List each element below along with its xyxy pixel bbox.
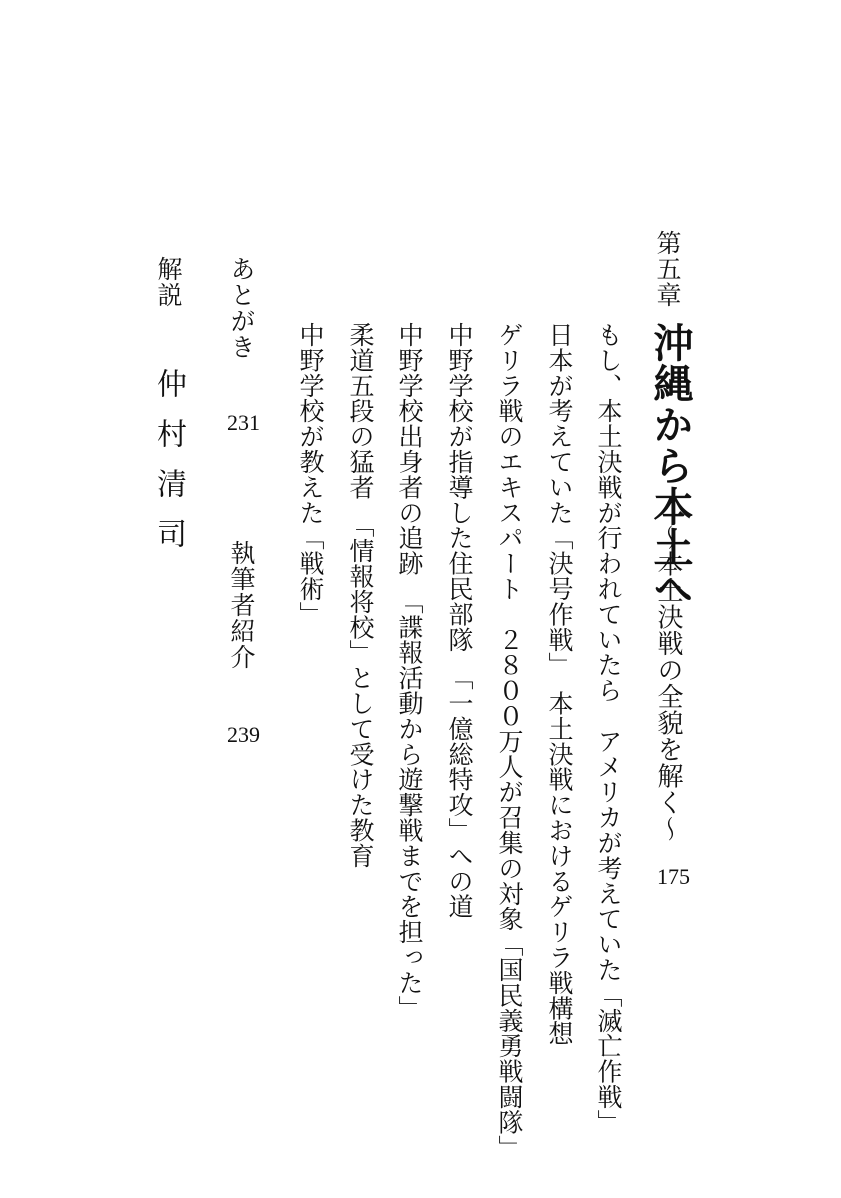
toc-entry[interactable]: ゲリラ戦のエキスパート ２８００万人が召集の対象「国民義勇戦闘隊」: [495, 322, 524, 1161]
toc-entry[interactable]: 中野学校出身者の追跡 「諜報活動から遊撃戦までを担った」: [395, 322, 424, 1021]
commentator-name: 仲村清司: [151, 368, 186, 568]
authors-page-number: 239: [227, 722, 260, 747]
toc-entry[interactable]: 中野学校が指導した住民部隊 「一億総特攻」への道: [445, 322, 474, 920]
toc-entry[interactable]: 中野学校が教えた「戦術」: [296, 322, 325, 627]
chapter-page-number: 175: [657, 864, 690, 889]
chapter-title[interactable]: 沖縄から本土へ: [647, 322, 694, 609]
toc-entry[interactable]: 柔道五段の猛者 「情報将校」として受けた教育: [346, 322, 375, 869]
toc-entry[interactable]: もし、本土決戦が行われていたら アメリカが考えていた「滅亡作戦」: [594, 322, 623, 1135]
commentary-title[interactable]: 解説: [154, 256, 183, 308]
toc-entry[interactable]: 日本が考えていた「決号作戦」 本土決戦におけるゲリラ戦構想: [545, 322, 574, 1047]
afterword-page-number: 231: [227, 410, 260, 435]
chapter-subtitle: ～本土決戦の全貌を解く～: [653, 524, 683, 842]
afterword-title[interactable]: あとがき: [227, 256, 256, 360]
authors-title[interactable]: 執筆者紹介: [227, 540, 256, 670]
chapter-label: 第五章: [653, 230, 682, 308]
